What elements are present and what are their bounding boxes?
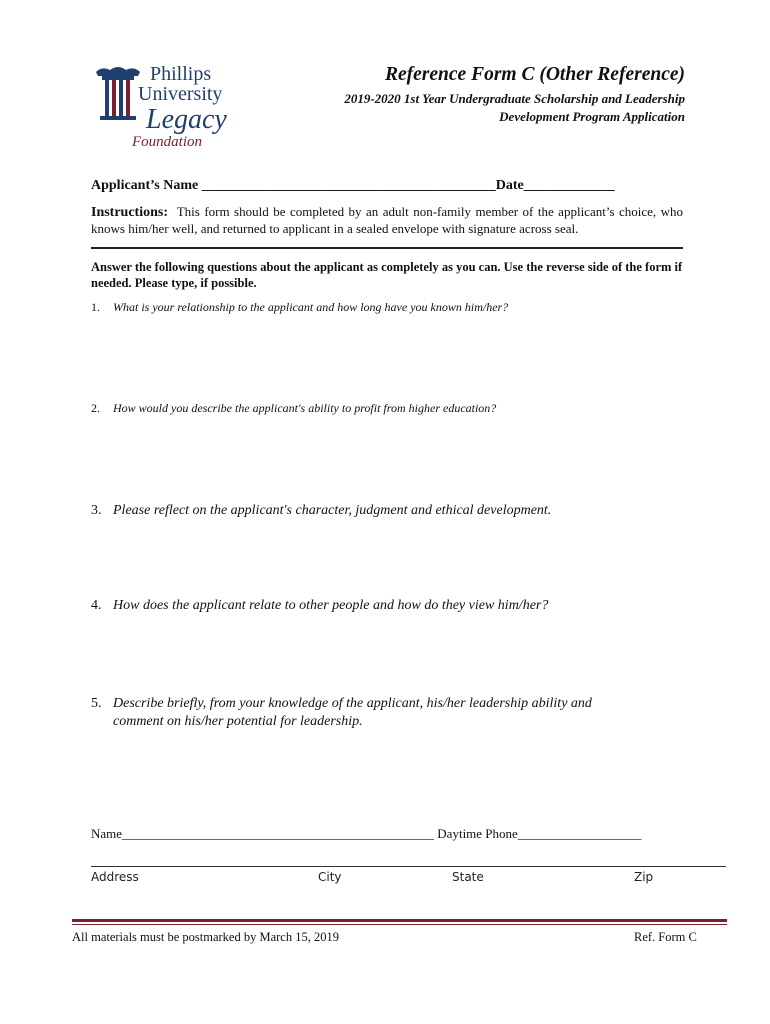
applicant-name-label: Applicant’s Name: [91, 178, 199, 193]
instructions-label: Instructions:: [91, 205, 169, 220]
form-reference: Ref. Form C: [634, 930, 697, 944]
address-line[interactable]: [91, 866, 726, 867]
question-1: [91, 298, 651, 316]
date-blank[interactable]: _____________: [523, 178, 615, 193]
form-title: Reference Form C (Other Reference): [384, 64, 685, 85]
divider: [91, 247, 683, 249]
question-4: [91, 597, 651, 615]
question-text: What is your relationship to the applicant and how long have you known him/her?: [113, 300, 509, 314]
question-number: 1.: [91, 300, 100, 314]
state-label: State: [452, 870, 484, 884]
postmark-deadline: All materials must be postmarked by March 15, 2019: [72, 930, 339, 944]
question-2: [91, 399, 651, 417]
question-number: 5.: [91, 696, 102, 711]
instructions: [91, 204, 683, 237]
question-number: 3.: [91, 503, 102, 518]
form-subtitle: [270, 90, 685, 126]
date-label: Date: [495, 178, 524, 193]
footer-rule: [72, 919, 727, 922]
footer-rule-thin: [72, 924, 727, 925]
address-label: Address: [91, 870, 139, 884]
answer-note: Answer the following questions about the applicant as completely as you can. Use the reverse side of the form if needed. Please type, if possible.: [91, 260, 683, 290]
svg-text:Phillips: Phillips: [150, 63, 212, 85]
column-emblem-icon: [92, 62, 244, 152]
question-text: Please reflect on the applicant's character, judgment and ethical development.: [113, 503, 552, 518]
svg-text:University: University: [138, 83, 223, 105]
contact-name-label: Name: [91, 826, 123, 841]
question-text: How does the applicant relate to other people and how do they view him/her?: [113, 598, 549, 613]
applicant-name-blank[interactable]: __________________________________________: [201, 178, 496, 193]
svg-text:Legacy: Legacy: [146, 104, 227, 135]
question-text-continued: comment on his/her potential for leadership.: [113, 714, 363, 729]
question-number: 2.: [91, 401, 100, 415]
svg-text:Foundation: Foundation: [132, 134, 202, 150]
city-label: City: [318, 870, 342, 884]
question-text: Describe briefly, from your knowledge of the applicant, his/her leadership ability and: [113, 696, 592, 711]
question-3: [91, 502, 651, 520]
question-text: How would you describe the applicant's ability to profit from higher education?: [113, 401, 497, 415]
question-number: 4.: [91, 598, 102, 613]
subtitle-line-2: Development Program Application: [499, 109, 685, 124]
instructions-text: This form should be completed by an adult non-family member of the applicant’s choice, who knows him/her well, and returned to applicant in a sealed envelope with signature across seal.: [91, 204, 683, 236]
foundation-logo: [92, 62, 244, 152]
contact-name-row: [91, 826, 726, 842]
subtitle-line-1: 2019-2020 1st Year Undergraduate Scholarship and Leadership: [344, 91, 685, 106]
zip-label: Zip: [634, 870, 654, 884]
daytime-phone-label: Daytime Phone: [434, 826, 518, 841]
contact-name-blank[interactable]: ________________________________________________: [122, 826, 435, 841]
daytime-phone-blank[interactable]: ___________________: [517, 826, 642, 841]
question-5: [91, 695, 691, 731]
applicant-name-field[interactable]: [91, 178, 615, 194]
